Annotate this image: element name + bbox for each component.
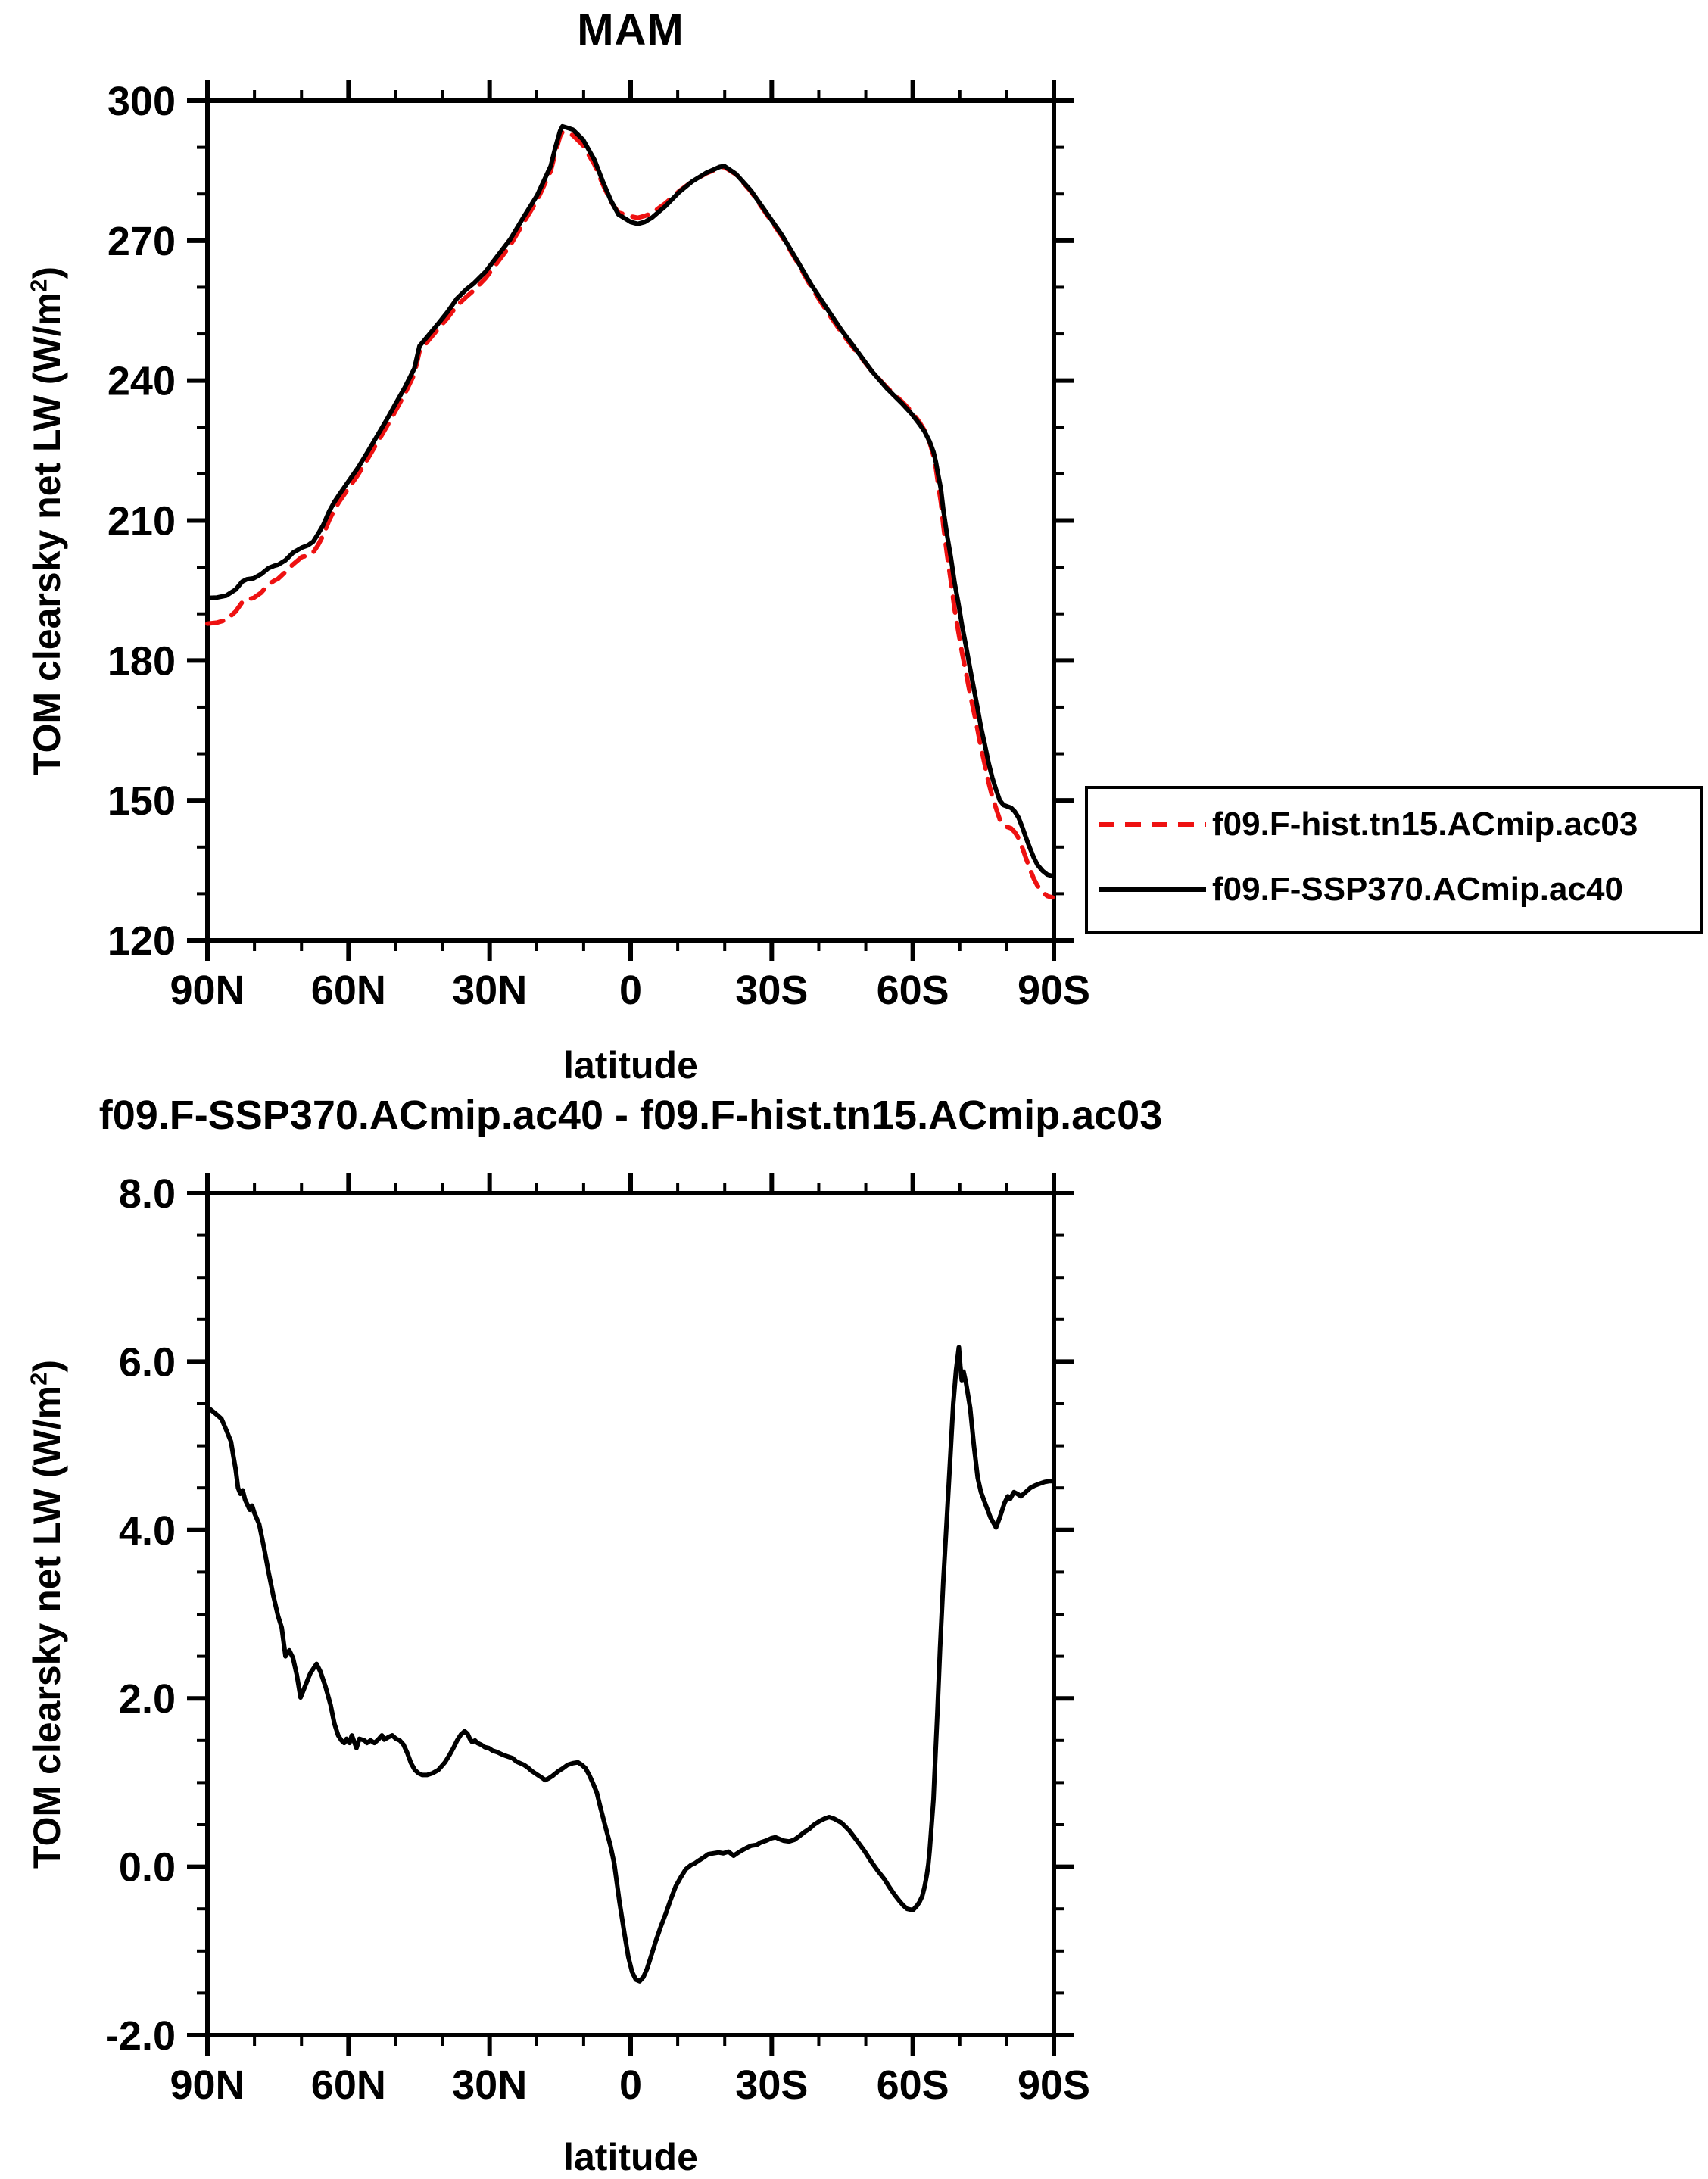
ssp370-curve bbox=[207, 126, 1052, 876]
top-chart-y-tick-label: 240 bbox=[107, 358, 176, 404]
bottom-chart-y-tick-label: 6.0 bbox=[118, 1339, 176, 1386]
top-chart-x-tick-label: 60S bbox=[876, 968, 949, 1013]
top-chart-y-tick-label: 120 bbox=[107, 918, 176, 964]
top-chart-title: MAM bbox=[577, 5, 684, 55]
bottom-chart-x-tick-label: 60S bbox=[876, 2062, 949, 2108]
bottom-chart-x-tick-label: 30S bbox=[735, 2062, 809, 2108]
bottom-chart-title: f09.F-SSP370.ACmip.ac40 - f09.F-hist.tn15.ACmip.ac03 bbox=[98, 1093, 1163, 1138]
diff-curve bbox=[207, 1348, 1054, 1981]
top-chart-x-tick-label: 30S bbox=[735, 968, 809, 1013]
bottom-chart-y-tick-label: 0.0 bbox=[118, 1844, 176, 1891]
bottom-chart-y-tick-label: 2.0 bbox=[118, 1676, 176, 1722]
legend-label-hist: f09.F-hist.tn15.ACmip.ac03 bbox=[1212, 806, 1638, 843]
top-chart-y-tick-label: 270 bbox=[107, 218, 176, 264]
bottom-chart-y-tick-label: 4.0 bbox=[118, 1507, 176, 1554]
legend-line-hist-icon bbox=[1099, 820, 1206, 829]
top-chart-x-tick-label: 90N bbox=[170, 968, 245, 1013]
legend-line-ssp370-icon bbox=[1099, 885, 1206, 894]
bottom-chart-frame bbox=[207, 1193, 1054, 2035]
top-chart-frame bbox=[207, 101, 1054, 940]
legend-entry-hist bbox=[1099, 806, 1638, 843]
hist-curve bbox=[207, 132, 1052, 897]
top-chart-x-tick-label: 60N bbox=[310, 968, 386, 1013]
bottom-chart-y-tick-label: 8.0 bbox=[118, 1171, 176, 1217]
bottom-chart-y-tick-label: -2.0 bbox=[104, 2013, 176, 2059]
bottom-chart-x-tick-label: 90N bbox=[170, 2062, 245, 2108]
legend bbox=[1085, 786, 1703, 934]
top-chart-y-tick-label: 300 bbox=[107, 79, 176, 124]
bottom-chart-x-tick-label: 90S bbox=[1017, 2062, 1091, 2108]
legend-label-ssp370: f09.F-SSP370.ACmip.ac40 bbox=[1212, 871, 1623, 908]
page: 90N 60N 30N 0 30S 60S 90S 300 270 240 210 180 150 120 90N 60N 30N 0 30S 60S 90S 8.0 6.0 4.0 2.0 0.0 -2.0 MAM TOM clearsky net LW $(W/m^2)$ latitude f09.F-hist.tn15.ACmip.ac03 f09.F-SSP370.ACmip.ac40 f09.F-SSP370.ACmip.ac40 - f09.F-hist.tn15.ACmip.ac03 TOM clearsky net LW $(W/m^2)$ latitude bbox=[0, 0, 1708, 2179]
bottom-chart-x-tick-label: 60N bbox=[310, 2062, 386, 2108]
top-chart-x-tick-label: 0 bbox=[619, 968, 643, 1013]
top-chart-x-axis-title: latitude bbox=[563, 1044, 698, 1086]
top-chart-y-tick-label: 150 bbox=[107, 778, 176, 825]
bottom-chart-x-tick-label: 30N bbox=[452, 2062, 528, 2108]
top-chart-x-tick-label: 90S bbox=[1017, 968, 1091, 1013]
top-chart-y-tick-label: 180 bbox=[107, 638, 176, 684]
bottom-chart-x-axis-title: latitude bbox=[563, 2136, 698, 2178]
top-chart-x-tick-label: 30N bbox=[452, 968, 528, 1013]
legend-entry-ssp370 bbox=[1099, 871, 1623, 909]
bottom-chart-x-tick-label: 0 bbox=[619, 2062, 643, 2108]
top-chart-y-tick-label: 210 bbox=[107, 498, 176, 544]
